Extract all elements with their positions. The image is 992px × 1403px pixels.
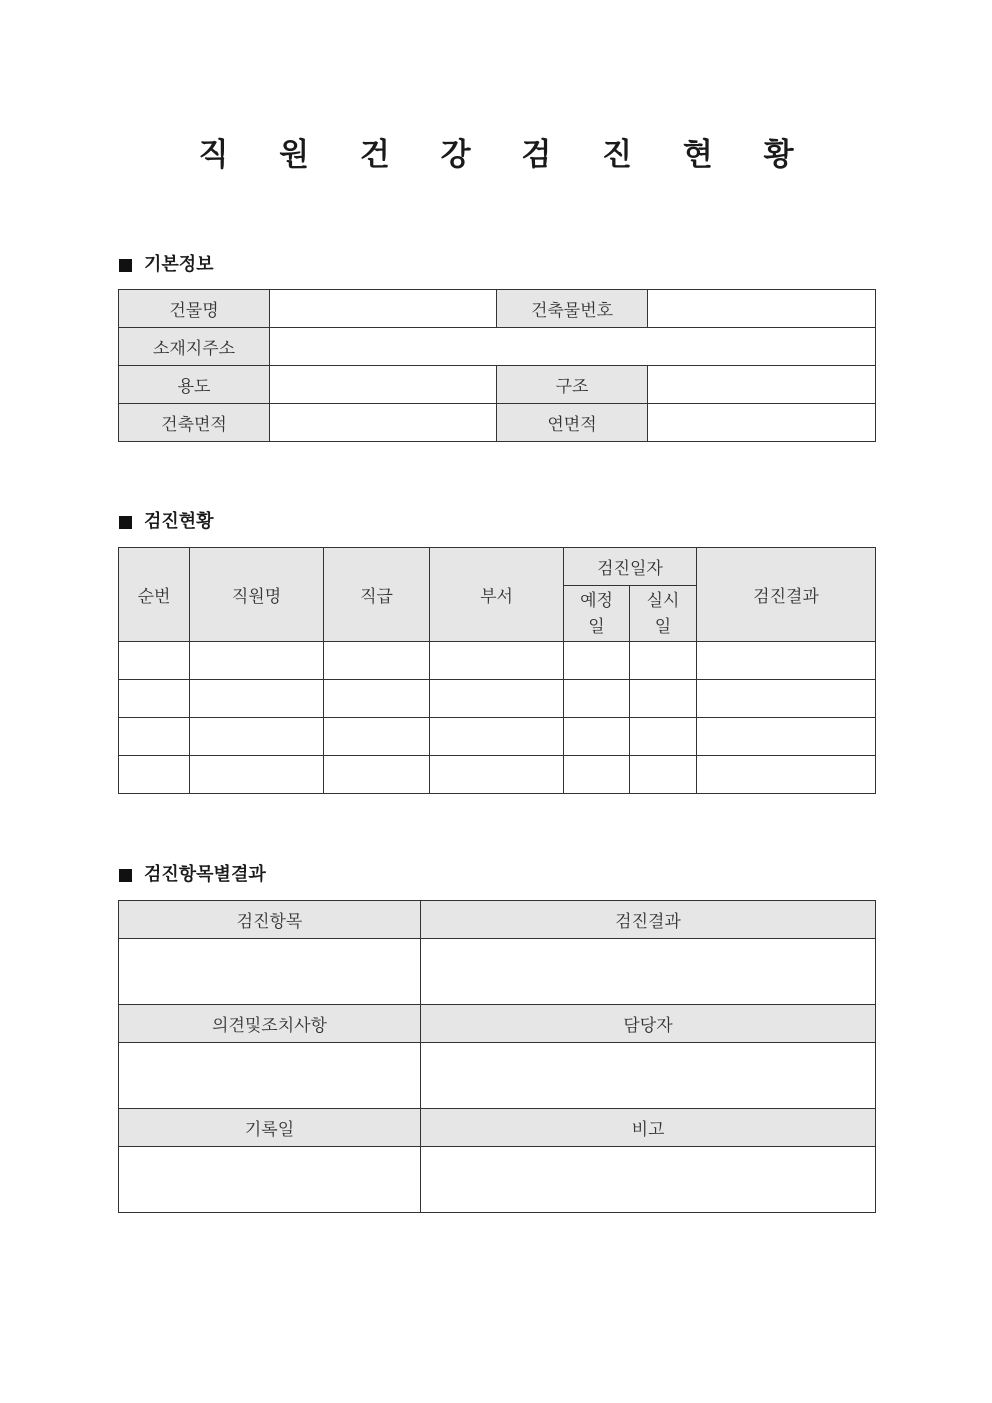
cell-rank[interactable] bbox=[324, 756, 430, 794]
opinion-label: 의견및조치사항 bbox=[119, 1005, 421, 1043]
checkup-result-label: 검진결과 bbox=[421, 901, 876, 939]
col-header-department: 부서 bbox=[430, 548, 564, 642]
cell-department[interactable] bbox=[430, 680, 564, 718]
cell-actual-date[interactable] bbox=[630, 718, 697, 756]
remarks-label: 비고 bbox=[421, 1109, 876, 1147]
col-header-actual-date: 실시 일 bbox=[630, 586, 697, 642]
structure-field[interactable] bbox=[648, 366, 876, 404]
remarks-field[interactable] bbox=[421, 1147, 876, 1213]
building-name-label: 건물명 bbox=[119, 290, 270, 328]
table-row bbox=[119, 756, 876, 794]
section-heading-checkup-status bbox=[119, 510, 214, 534]
total-floor-area-label: 연면적 bbox=[497, 404, 648, 442]
cell-department[interactable] bbox=[430, 642, 564, 680]
cell-actual-date[interactable] bbox=[630, 642, 697, 680]
square-bullet-icon bbox=[119, 259, 132, 272]
section-heading-item-results bbox=[119, 863, 266, 887]
cell-name[interactable] bbox=[190, 642, 324, 680]
checkup-result-field[interactable] bbox=[421, 939, 876, 1005]
cell-rank[interactable] bbox=[324, 642, 430, 680]
page-title: 직 원 건 강 검 진 현 황 bbox=[198, 137, 814, 173]
col-header-name: 직원명 bbox=[190, 548, 324, 642]
table-row bbox=[119, 718, 876, 756]
usage-label: 용도 bbox=[119, 366, 270, 404]
total-floor-area-field[interactable] bbox=[648, 404, 876, 442]
cell-name[interactable] bbox=[190, 680, 324, 718]
table-row bbox=[119, 680, 876, 718]
cell-rank[interactable] bbox=[324, 680, 430, 718]
col-header-checkup-date: 검진일자 bbox=[564, 548, 697, 586]
cell-no[interactable] bbox=[119, 680, 190, 718]
basic-info-table bbox=[118, 289, 876, 442]
cell-name[interactable] bbox=[190, 756, 324, 794]
cell-department[interactable] bbox=[430, 756, 564, 794]
section-heading-basic-info bbox=[119, 253, 214, 277]
cell-actual-date[interactable] bbox=[630, 680, 697, 718]
section-title: 기본정보 bbox=[144, 254, 214, 275]
usage-field[interactable] bbox=[270, 366, 497, 404]
cell-rank[interactable] bbox=[324, 718, 430, 756]
building-number-label: 건축물번호 bbox=[497, 290, 648, 328]
col-header-scheduled-date: 예정 일 bbox=[564, 586, 630, 642]
col-header-no: 순번 bbox=[119, 548, 190, 642]
building-name-field[interactable] bbox=[270, 290, 497, 328]
col-header-rank: 직급 bbox=[324, 548, 430, 642]
building-number-field[interactable] bbox=[648, 290, 876, 328]
manager-label: 담당자 bbox=[421, 1005, 876, 1043]
cell-scheduled-date[interactable] bbox=[564, 718, 630, 756]
record-date-field[interactable] bbox=[119, 1147, 421, 1213]
cell-scheduled-date[interactable] bbox=[564, 642, 630, 680]
col-header-result: 검진결과 bbox=[697, 548, 876, 642]
checkup-item-field[interactable] bbox=[119, 939, 421, 1005]
cell-actual-date[interactable] bbox=[630, 756, 697, 794]
cell-no[interactable] bbox=[119, 718, 190, 756]
square-bullet-icon bbox=[119, 869, 132, 882]
cell-result[interactable] bbox=[697, 718, 876, 756]
item-results-table bbox=[118, 900, 876, 1213]
section-title: 검진현황 bbox=[144, 511, 214, 532]
checkup-status-table bbox=[118, 547, 876, 794]
cell-no[interactable] bbox=[119, 642, 190, 680]
cell-scheduled-date[interactable] bbox=[564, 680, 630, 718]
address-label: 소재지주소 bbox=[119, 328, 270, 366]
cell-result[interactable] bbox=[697, 680, 876, 718]
cell-scheduled-date[interactable] bbox=[564, 756, 630, 794]
cell-name[interactable] bbox=[190, 718, 324, 756]
cell-department[interactable] bbox=[430, 718, 564, 756]
cell-no[interactable] bbox=[119, 756, 190, 794]
cell-result[interactable] bbox=[697, 756, 876, 794]
checkup-item-label: 검진항목 bbox=[119, 901, 421, 939]
cell-result[interactable] bbox=[697, 642, 876, 680]
structure-label: 구조 bbox=[497, 366, 648, 404]
building-area-field[interactable] bbox=[270, 404, 497, 442]
section-title: 검진항목별결과 bbox=[144, 864, 266, 885]
building-area-label: 건축면적 bbox=[119, 404, 270, 442]
opinion-field[interactable] bbox=[119, 1043, 421, 1109]
record-date-label: 기록일 bbox=[119, 1109, 421, 1147]
square-bullet-icon bbox=[119, 516, 132, 529]
manager-field[interactable] bbox=[421, 1043, 876, 1109]
address-field[interactable] bbox=[270, 328, 876, 366]
table-row bbox=[119, 642, 876, 680]
